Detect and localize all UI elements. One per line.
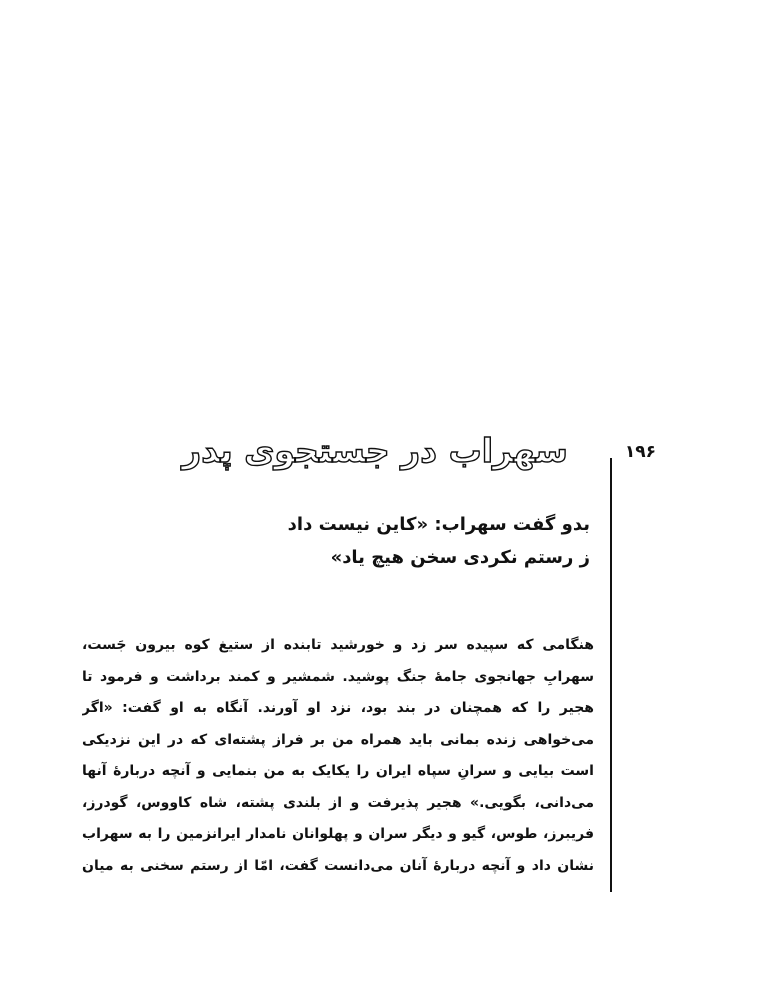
paragraph-line: سهرابِ جهانجوی جامهٔ جنگ پوشید. شمشیر و کمند برداشت و فرمود تا bbox=[82, 668, 594, 685]
body-paragraph bbox=[82, 630, 594, 882]
paragraph-line: نشان داد و آنچه دربارهٔ آنان می‌دانست گفت، امّا از رستم سخنی به میان bbox=[82, 857, 594, 874]
verse-line: ز رستم نکردی سخن هیچ یاد» bbox=[330, 547, 590, 568]
paragraph-line: فریبرز، طوس، گیو و دیگر سران و پهلوانان نامدار ایرانزمین را به سهراب bbox=[82, 826, 594, 842]
margin-rule bbox=[610, 458, 612, 892]
paragraph-line: است بیایی و سرانِ سپاه ایران را یکایک به من بنمایی و آنچه دربارهٔ آنها bbox=[82, 763, 594, 779]
page-number: ۱۹۶ bbox=[624, 442, 656, 462]
paragraph-line: هجیر را که همچنان در بند بود، نزد او آورند. آنگاه به او گفت: «اگر bbox=[82, 700, 594, 716]
paragraph-line: می‌دانی، بگویی.» هجیر پذیرفت و از بلندی پشته، شاه کاووس، گودرز، bbox=[82, 794, 594, 811]
chapter-title: سهراب در جستجوی پدر bbox=[182, 431, 568, 470]
paragraph-line: می‌خواهی زنده بمانی باید همراه من بر فراز پشته‌ای که در این نزدیکی bbox=[82, 731, 594, 748]
paragraph-line: هنگامی که سپیده سر زد و خورشید تابنده از ستیغ کوه بیرون جَست، bbox=[82, 637, 594, 653]
verse-block bbox=[270, 508, 590, 574]
verse-line: بدو گفت سهراب: «کاین نیست داد bbox=[287, 514, 590, 535]
